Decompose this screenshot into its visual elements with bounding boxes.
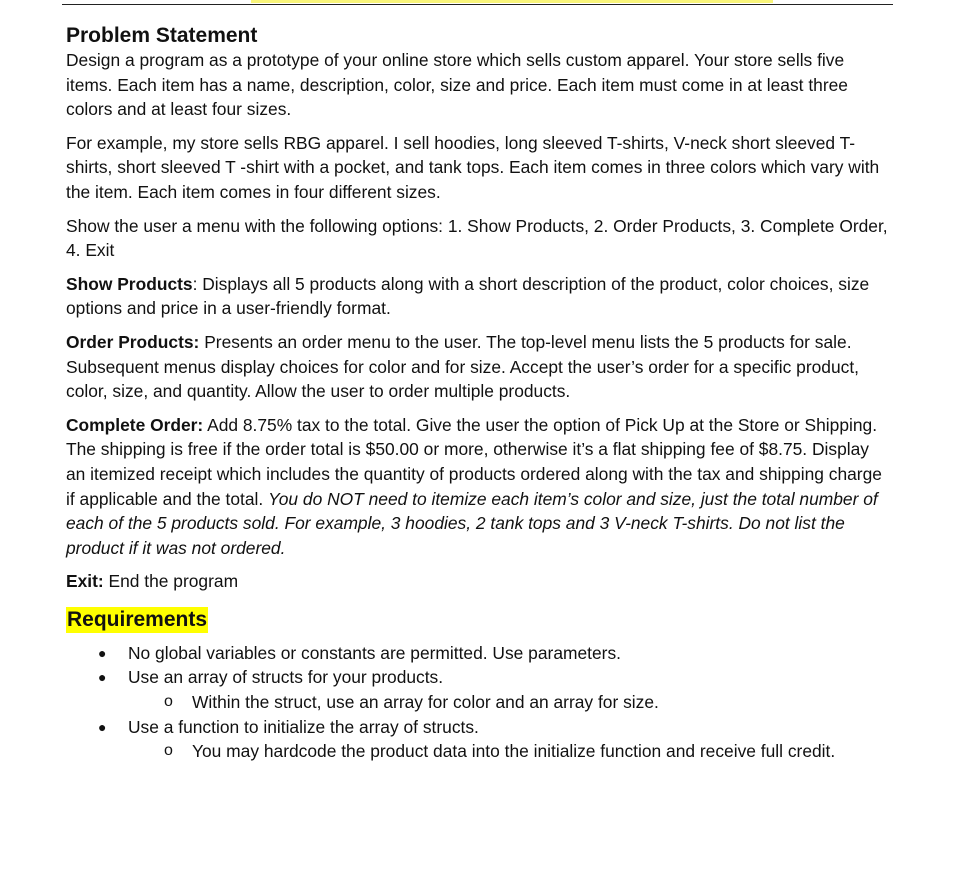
requirements-list bbox=[66, 641, 888, 764]
show-products-paragraph bbox=[66, 272, 888, 321]
requirements-heading: Requirements bbox=[67, 607, 208, 631]
exit-text: End the program bbox=[103, 571, 239, 592]
requirement-item: ● No global variables or constants are permitted. Use parameters. bbox=[66, 641, 888, 666]
requirement-item-text: Use an array of structs for your products. bbox=[128, 667, 444, 688]
complete-order-note: You do NOT need to itemize each item’s color and size, just the total number of each of the 5 products sold. For example, 3 hoodies, 2 tank tops and 3 V-neck T-shirts. Do not list the product if it was not ordered. bbox=[66, 488, 878, 558]
complete-order-text: Add 8.75% tax to the total. Give the user the option of Pick Up at the Store or Shipping. The shipping is free if the order total is $50.00 or more, otherwise it’s a flat shipping fee of $8.75. Display an itemized receipt which includes the quantity of products ordered along with the tax and shipping charge if applicable and the total. bbox=[66, 414, 882, 509]
requirement-subitem: o You may hardcode the product data into the initialize function and receive full credit. bbox=[128, 739, 888, 764]
requirement-item bbox=[66, 715, 888, 764]
example-paragraph: For example, my store sells RBG apparel. I sell hoodies, long sleeved T-shirts, V-neck short sleeved T-shirts, short sleeved T -shirt with a pocket, and tank tops. Each item comes in three colors which vary with the item. Each item comes in four different sizes. bbox=[66, 132, 880, 202]
requirement-sublist bbox=[128, 690, 888, 715]
exit-label: Exit: bbox=[66, 571, 104, 592]
document-body bbox=[66, 24, 888, 764]
requirement-subitem: o Within the struct, use an array for color and an array for size. bbox=[128, 690, 888, 715]
order-products-label: Order Products: bbox=[66, 331, 200, 352]
show-products-text: : Displays all 5 products along with a short description of the product, color choices, size options and price in a user-friendly format. bbox=[66, 273, 870, 319]
requirement-sublist bbox=[128, 739, 888, 764]
menu-paragraph: Show the user a menu with the following options: 1. Show Products, 2. Order Products, 3. Complete Order, 4. Exit bbox=[66, 215, 888, 261]
order-products-paragraph bbox=[66, 330, 888, 404]
show-products-label: Show Products bbox=[66, 273, 193, 294]
exit-paragraph bbox=[66, 569, 888, 594]
requirement-item bbox=[66, 665, 888, 714]
intro-paragraph: Design a program as a prototype of your online store which sells custom apparel. Your store sells five items. Each item has a name, description, color, size and price. Each item must come in at least three colors and at least four sizes. bbox=[66, 50, 848, 120]
problem-statement-heading: Problem Statement bbox=[66, 24, 258, 47]
top-divider bbox=[62, 4, 893, 5]
top-highlight-strip bbox=[251, 0, 773, 3]
complete-order-label: Complete Order: bbox=[66, 414, 204, 435]
requirement-item-text: Use a function to initialize the array of structs. bbox=[128, 716, 479, 737]
order-products-text: Presents an order menu to the user. The top-level menu lists the 5 products for sale. Subsequent menus display choices for color and for size. Accept the user’s order for a specific product, color, size, and quantity. Allow the user to order multiple products. bbox=[66, 331, 859, 402]
complete-order-paragraph bbox=[66, 413, 888, 561]
